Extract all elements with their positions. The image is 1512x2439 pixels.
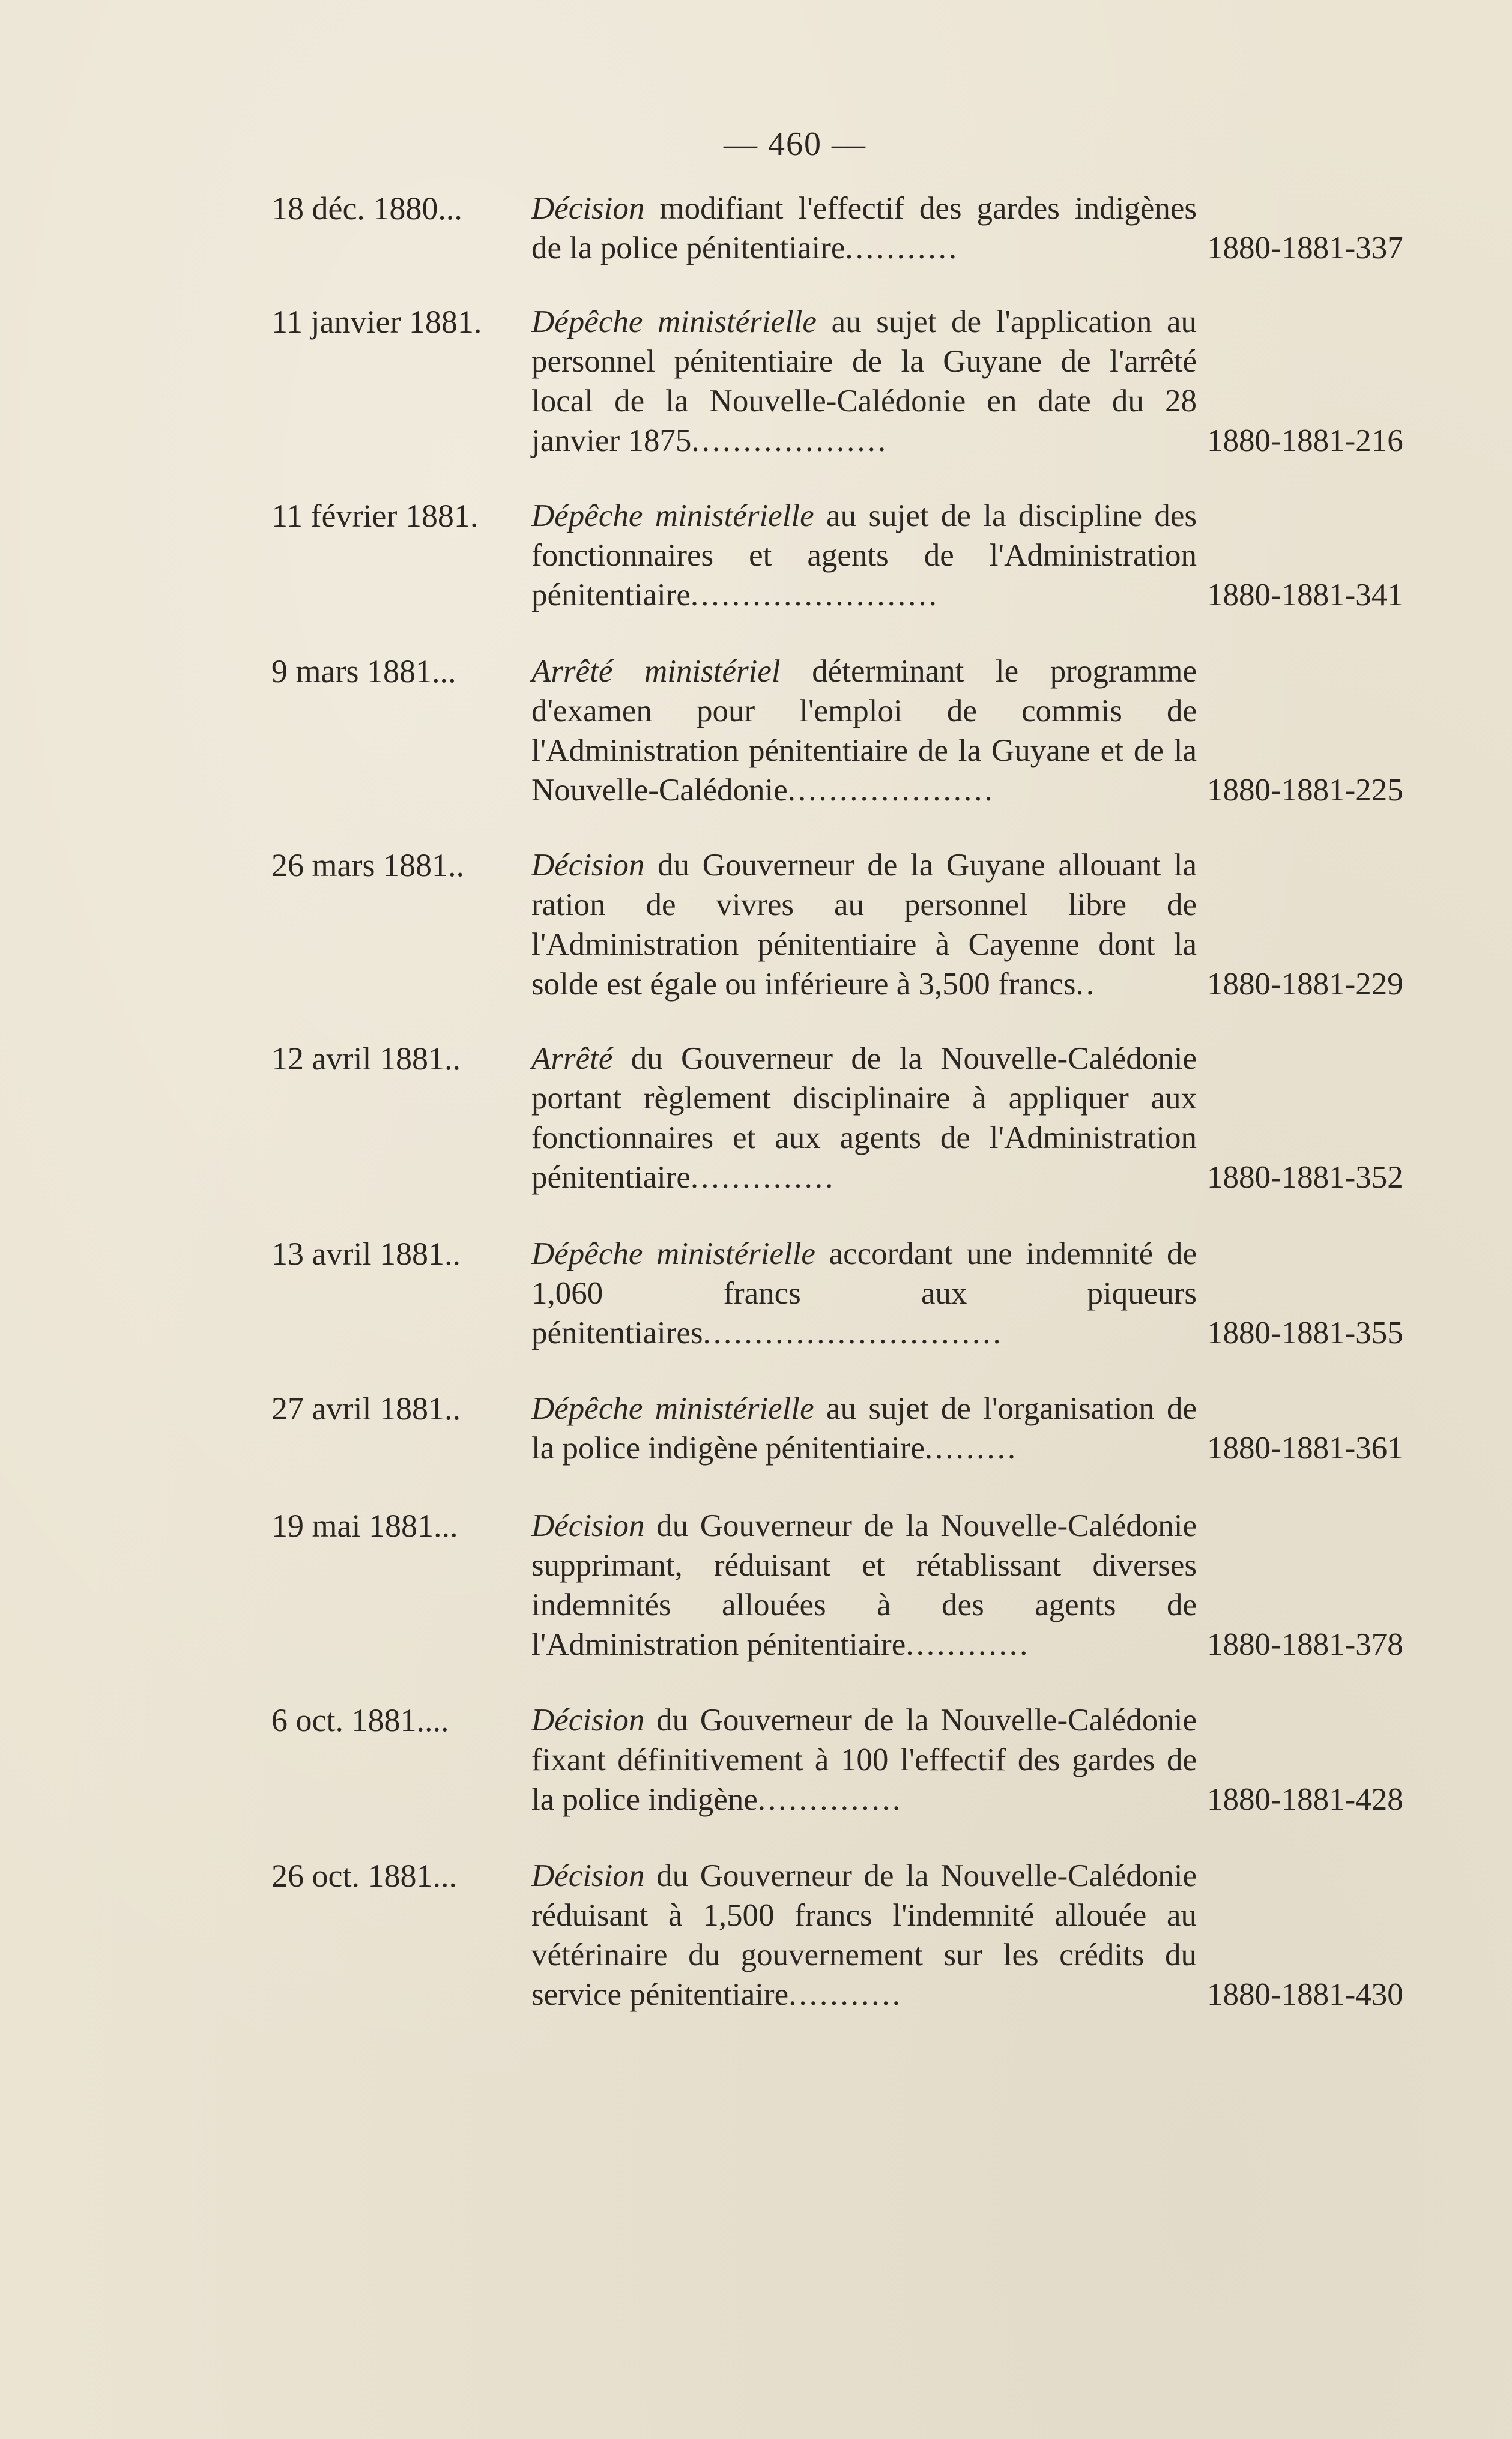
entry-description: du Gouverneur de la Nouvelle-Calédonie portant règlement disciplinaire à appliquer aux fonctionnaires et aux agents de l'Administration pénitentiaire	[531, 1041, 1197, 1195]
entry-description: du Gouverneur de la Nouvelle-Calédonie fixant définitivement à 100 l'effectif des gardes de la police indigène	[531, 1703, 1197, 1817]
entry-text	[531, 1700, 1197, 1819]
entry-leader-dots: ..............	[690, 1160, 836, 1195]
entry-text	[531, 1234, 1197, 1353]
entry-description: au sujet de la discipline des fonctionnaires et agents de l'Administration pénitentiaire	[531, 498, 1197, 612]
entry-leader-dots: ........................	[690, 578, 939, 612]
entry-text	[531, 496, 1197, 615]
entry-lead: Décision	[531, 1858, 645, 1893]
entry-leader-dots: ....................	[787, 773, 995, 808]
entry-lead: Dépêche ministérielle	[531, 1236, 815, 1271]
entry-leader-dots: .............................	[703, 1316, 1003, 1350]
entry-reference: 1880-1881-225	[1207, 773, 1403, 808]
entry-text	[531, 1039, 1197, 1197]
entry-lead: Arrêté ministériel	[531, 654, 781, 689]
entry-date: 27 avril 1881..	[271, 1391, 461, 1427]
entry-description: modifiant l'effectif des gardes indigènes de la police pénitentiaire	[531, 191, 1197, 265]
entry-text	[531, 845, 1197, 1004]
entry-date: 11 février 1881.	[271, 498, 479, 534]
entry-lead: Décision	[531, 1703, 645, 1738]
entry-date: 11 janvier 1881.	[271, 304, 482, 340]
entry-date: 19 mai 1881...	[271, 1508, 458, 1544]
entry-date: 18 déc. 1880...	[271, 190, 462, 226]
entry-reference: 1880-1881-341	[1207, 578, 1403, 612]
entry-description: au sujet de l'application au personnel pénitentiaire de la Guyane de l'arrêté local de la Nouvelle-Calédonie en date du 28 janvier 1875	[531, 304, 1197, 458]
entry-leader-dots: ............	[906, 1627, 1030, 1662]
entry-reference: 1880-1881-337	[1207, 231, 1403, 265]
entry-date: 26 oct. 1881...	[271, 1858, 457, 1894]
entry-lead: Décision	[531, 1508, 645, 1543]
entry-leader-dots: ...........	[788, 1977, 903, 2012]
entry-leader-dots: ..	[1075, 967, 1097, 1002]
entry-lead: Dépêche ministérielle	[531, 498, 814, 533]
entry-reference: 1880-1881-216	[1207, 423, 1403, 458]
entry-date: 13 avril 1881..	[271, 1236, 461, 1272]
entry-text	[531, 1506, 1197, 1664]
entry-reference: 1880-1881-352	[1207, 1160, 1403, 1195]
entry-text	[531, 189, 1197, 268]
entry-description: déterminant le programme d'examen pour l'emploi de commis de l'Administration pénitentiaire de la Guyane et de la Nouvelle-Calédonie	[531, 654, 1197, 808]
entry-lead: Arrêté	[531, 1041, 613, 1076]
entry-reference: 1880-1881-229	[1207, 967, 1403, 1002]
entry-lead: Décision	[531, 848, 645, 883]
entry-lead: Décision	[531, 191, 645, 226]
entry-reference: 1880-1881-378	[1207, 1627, 1403, 1662]
entry-text	[531, 1856, 1197, 2014]
entry-lead: Dépêche ministérielle	[531, 304, 817, 339]
entry-leader-dots: ..............	[757, 1782, 903, 1817]
entry-reference: 1880-1881-361	[1207, 1431, 1403, 1466]
entry-reference: 1880-1881-355	[1207, 1316, 1403, 1350]
entry-reference: 1880-1881-428	[1207, 1782, 1403, 1817]
entry-description: accordant une indemnité de 1,060 francs aux piqueurs pénitentiaires	[531, 1236, 1197, 1350]
entry-date: 26 mars 1881..	[271, 847, 464, 883]
entry-reference: 1880-1881-430	[1207, 1977, 1403, 2012]
entry-description: au sujet de l'organisation de la police indigène pénitentiaire	[531, 1391, 1197, 1466]
entry-lead: Dépêche ministérielle	[531, 1391, 814, 1426]
entry-description: du Gouverneur de la Nouvelle-Calédonie réduisant à 1,500 francs l'indemnité allouée au vétérinaire du gouvernement sur les crédits du service pénitentiaire	[531, 1858, 1197, 2012]
entry-text	[531, 651, 1197, 810]
entry-date: 9 mars 1881...	[271, 653, 456, 689]
entry-leader-dots: ...................	[691, 423, 889, 458]
entry-leader-dots: .........	[924, 1431, 1018, 1466]
entry-description: du Gouverneur de la Guyane allouant la ration de vivres au personnel libre de l'Administration pénitentiaire à Cayenne dont la solde est égale ou inférieure à 3,500 francs	[531, 848, 1197, 1002]
entry-date: 12 avril 1881..	[271, 1041, 461, 1077]
entry-description: du Gouverneur de la Nouvelle-Calédonie supprimant, réduisant et rétablissant diverses indemnités allouées à des agents de l'Administration pénitentiaire	[531, 1508, 1197, 1662]
entry-date: 6 oct. 1881....	[271, 1702, 449, 1738]
page-number: — 460 —	[724, 125, 866, 163]
entry-text	[531, 1389, 1197, 1468]
entry-text	[531, 302, 1197, 461]
entry-leader-dots: ...........	[845, 231, 960, 265]
